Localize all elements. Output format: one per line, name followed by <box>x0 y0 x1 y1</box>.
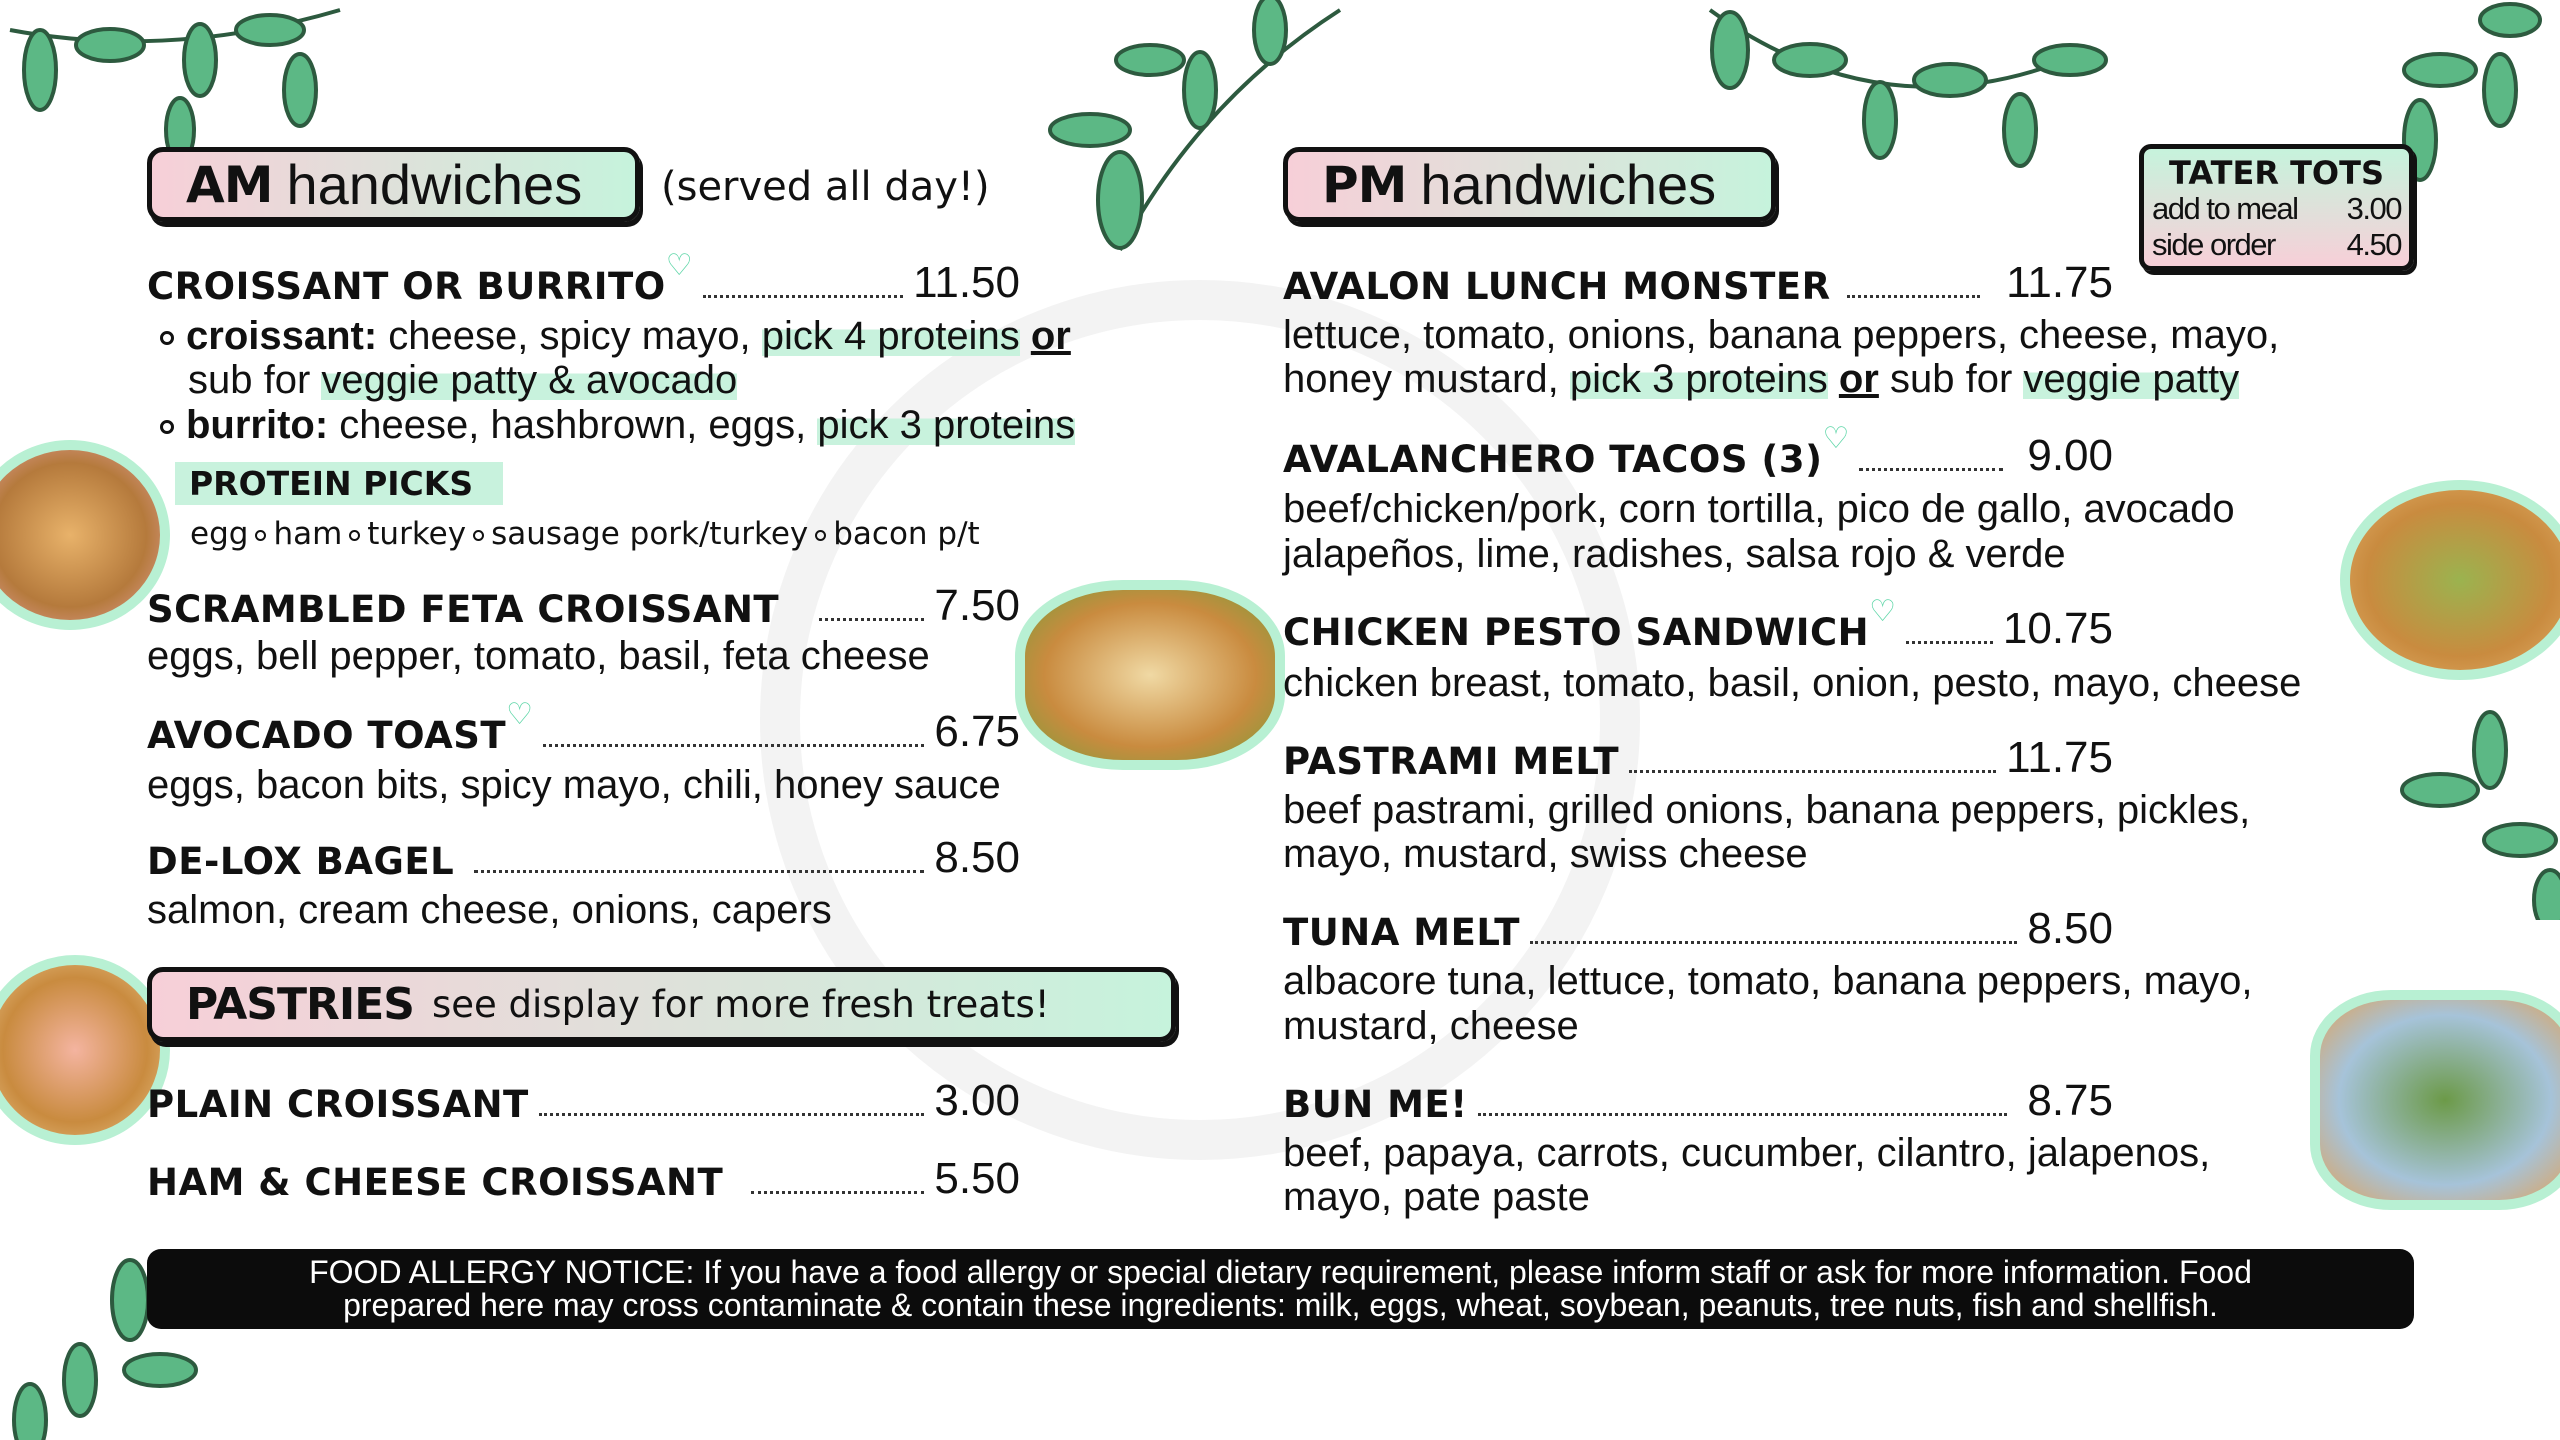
leaf-decoration-icon <box>0 0 360 170</box>
menu-item-croissant-or-burrito <box>147 249 1020 308</box>
bun-me-image <box>2310 990 2560 1210</box>
item-desc: beef, papaya, carrots, cucumber, cilantro, jalapenos, <box>1283 1131 2211 1175</box>
item-price: 3.00 <box>934 1076 1020 1125</box>
burrito-desc: burrito: cheese, hashbrown, eggs, pick 3 proteins <box>160 403 1075 447</box>
pm-title-rest: handwiches <box>1420 153 1717 216</box>
dot-leader <box>1847 295 1981 298</box>
dot-leader <box>1629 770 1996 773</box>
item-name: CROISSANT OR BURRITO <box>147 265 666 308</box>
bagel-image <box>0 955 170 1145</box>
menu-item-de-lox-bagel <box>147 833 1020 883</box>
menu-item-scrambled-feta-croissant <box>147 581 1020 631</box>
menu-item-avocado-toast <box>147 698 1020 757</box>
protein-picks-heading <box>175 462 503 505</box>
dot-leader <box>751 1191 924 1194</box>
am-title-rest: handwiches <box>286 153 583 216</box>
item-name: CHICKEN PESTO SANDWICH <box>1283 611 1870 654</box>
item-desc: beef/chicken/pork, corn tortilla, pico de gallo, avocado <box>1283 487 2235 531</box>
item-name: PLAIN CROISSANT <box>147 1083 529 1126</box>
item-name: PASTRAMI MELT <box>1283 740 1620 783</box>
item-name: SCRAMBLED FETA CROISSANT <box>147 588 780 631</box>
item-desc: lettuce, tomato, onions, banana peppers, cheese, mayo, <box>1283 313 2280 357</box>
item-name: AVOCADO TOAST <box>147 714 507 757</box>
heart-icon: ♡ <box>1822 422 1850 455</box>
tater-tots-box <box>2139 144 2414 271</box>
item-desc-2: jalapeños, lime, radishes, salsa rojo & verde <box>1283 532 2066 576</box>
item-desc: salmon, cream cheese, onions, capers <box>147 888 832 932</box>
dot-leader <box>1478 1113 2008 1116</box>
item-price: 8.50 <box>2027 904 2113 953</box>
pm-section-header <box>1283 147 1776 222</box>
allergy-line-1: FOOD ALLERGY NOTICE: If you have a food allergy or special dietary requirement, please inform staff or ask for more information. Food <box>309 1254 2252 1290</box>
item-price: 6.75 <box>934 707 1020 756</box>
item-price: 10.75 <box>2002 604 2113 653</box>
bullet-icon <box>160 420 174 434</box>
dot-leader <box>543 744 924 747</box>
menu-item-plain-croissant <box>147 1076 1020 1126</box>
leaf-decoration-icon <box>2400 700 2560 920</box>
served-all-day-note: (served all day!) <box>661 164 990 210</box>
item-name: HAM & CHEESE CROISSANT <box>147 1161 724 1204</box>
heart-icon: ♡ <box>1869 595 1897 628</box>
item-price: 11.75 <box>2006 733 2113 782</box>
item-desc: eggs, bacon bits, spicy mayo, chili, honey sauce <box>147 763 1001 807</box>
item-name: AVALANCHERO TACOS (3) <box>1283 438 1823 481</box>
menu-item-ham-cheese-croissant <box>147 1154 1020 1204</box>
sandwich-image <box>0 440 170 630</box>
menu-item-avalanchero-tacos <box>1283 422 2113 481</box>
item-desc-2: honey mustard, pick 3 proteins or sub for veggie patty <box>1283 357 2240 401</box>
item-name: AVALON LUNCH MONSTER <box>1283 265 1831 308</box>
item-desc-2: mustard, cheese <box>1283 1004 1579 1048</box>
item-desc: eggs, bell pepper, tomato, basil, feta cheese <box>147 634 930 678</box>
item-price: 11.50 <box>913 258 1020 307</box>
menu-item-pastrami-melt <box>1283 733 2113 783</box>
item-desc: albacore tuna, lettuce, tomato, banana peppers, mayo, <box>1283 959 2253 1003</box>
protein-list: egg ham turkey sausage pork/turkey bacon p/t <box>190 516 980 552</box>
tater-tots-title: TATER TOTS <box>2169 154 2384 192</box>
item-desc: beef pastrami, grilled onions, banana peppers, pickles, <box>1283 788 2251 832</box>
tots-row: add to meal 3.00 <box>2152 191 2401 226</box>
am-title-bold: AM <box>186 155 273 214</box>
pesto-sandwich-image <box>2340 480 2560 680</box>
protein-title: PROTEIN PICKS <box>189 464 474 503</box>
pastries-note: see display for more fresh treats! <box>431 983 1050 1026</box>
tots-row: side order 4.50 <box>2152 227 2401 262</box>
am-section-header <box>147 147 640 222</box>
croissant-burrito-image <box>1015 580 1285 770</box>
food-allergy-notice <box>147 1249 2414 1329</box>
item-price: 8.50 <box>934 833 1020 882</box>
pastries-title: PASTRIES <box>186 979 414 1030</box>
dot-leader <box>474 870 924 873</box>
bullet-icon <box>160 331 174 345</box>
item-desc: chicken breast, tomato, basil, onion, pesto, mayo, cheese <box>1283 661 2302 705</box>
heart-icon: ♡ <box>506 698 534 731</box>
dot-leader <box>819 618 924 621</box>
menu-item-bun-me <box>1283 1076 2113 1126</box>
item-desc-2: mayo, mustard, swiss cheese <box>1283 832 1808 876</box>
pm-title-bold: PM <box>1322 155 1407 214</box>
item-name: BUN ME! <box>1283 1083 1468 1126</box>
item-price: 5.50 <box>934 1154 1020 1203</box>
pastries-section-header <box>147 967 1176 1042</box>
item-price: 7.50 <box>934 581 1020 630</box>
item-price: 9.00 <box>2027 431 2113 480</box>
dot-leader <box>1530 941 2017 944</box>
dot-leader <box>539 1113 925 1116</box>
heart-icon: ♡ <box>665 249 693 282</box>
croissant-desc: croissant: cheese, spicy mayo, pick 4 proteins or <box>160 314 1071 358</box>
dot-leader <box>1906 641 1993 644</box>
croissant-desc-2: sub for veggie patty & avocado <box>188 358 738 402</box>
item-name: DE-LOX BAGEL <box>147 840 455 883</box>
item-name: TUNA MELT <box>1283 911 1521 954</box>
item-desc-2: mayo, pate paste <box>1283 1175 1590 1219</box>
allergy-line-2: prepared here may cross contaminate & contain these ingredients: milk, eggs, wheat, soybean, peanuts, tree nuts, fish and shellfish. <box>343 1287 2218 1323</box>
dot-leader <box>1859 468 2003 471</box>
menu-item-tuna-melt <box>1283 904 2113 954</box>
item-price: 8.75 <box>2027 1076 2113 1125</box>
dot-leader <box>703 295 904 298</box>
menu-item-chicken-pesto-sandwich <box>1283 595 2113 654</box>
menu-item-avalon-lunch-monster <box>1283 258 2113 308</box>
item-price: 11.75 <box>2006 258 2113 307</box>
